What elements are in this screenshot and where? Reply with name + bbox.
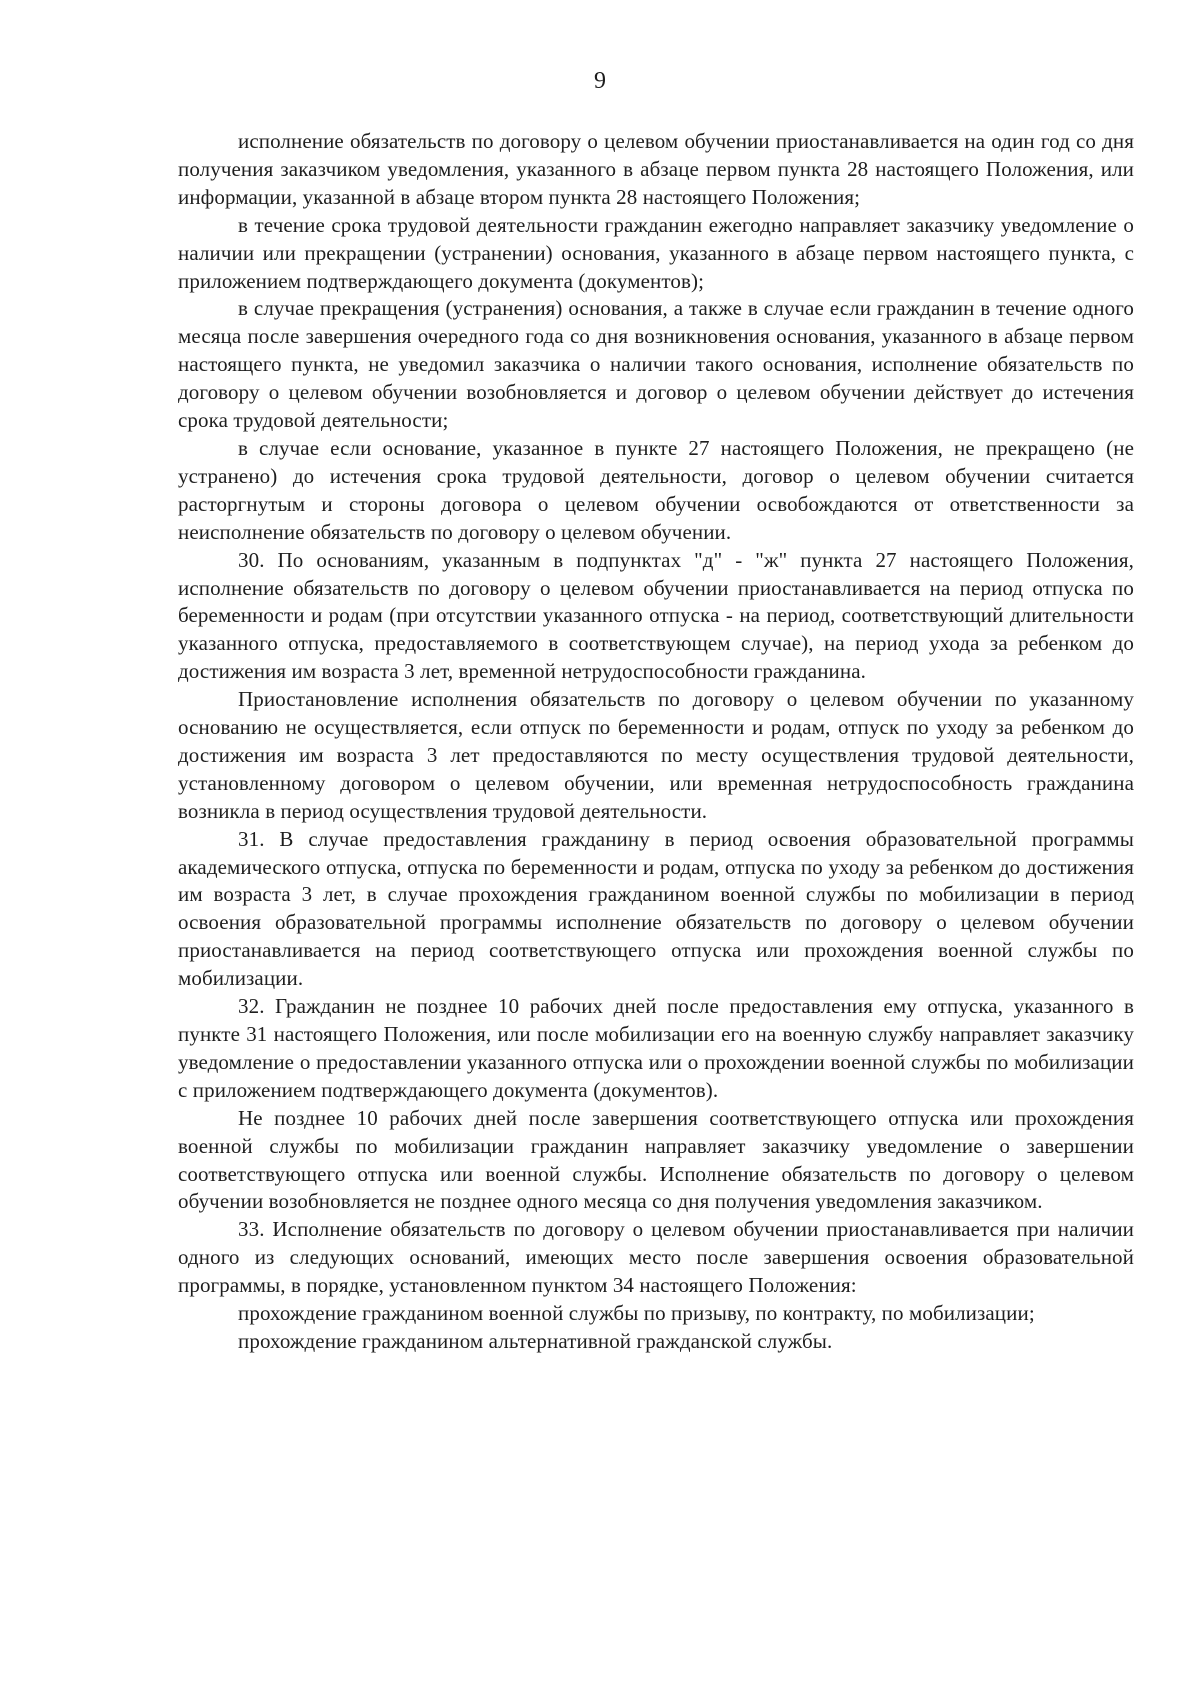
paragraph-contract-terminated: в случае если основание, указанное в пункте 27 настоящего Положения, не прекращено (не устранено) до истечения срока трудовой деятельности, договор о целевом обучении считается расторгнутым и стороны договора о целевом обучении освобождаются от ответственности за неисполнение обязательств по договору о целевом обучении. (178, 435, 1134, 544)
paragraph-clause-30: 30. По основаниям, указанным в подпунктах "д" - "ж" пункта 27 настоящего Положения, исполнение обязательств по договору о целевом обучении приостанавливается на период отпуска по беременности и родам (при отсутствии указанного отпуска - на период, соответствующий длительности указанного отпуска, предоставляемого в соответствующем случае), на период ухода за ребенком до достижения им возраста 3 лет, временной нетрудоспособности гражданина. (178, 547, 1134, 684)
paragraph-military-service: прохождение гражданином военной службы по призыву, по контракту, по мобилизации; (238, 1301, 1035, 1326)
paragraph-completion-notification: Не позднее 10 рабочих дней после завершения соответствующего отпуска или прохождения военной службы по мобилизации гражданин направляет заказчику уведомление о завершении соответствующего отпуска или военной службы. Исполнение обязательств по договору о целевом обучении возобновляется не позднее одного месяца со дня получения уведомления заказчиком. (178, 1105, 1134, 1214)
document-body (178, 128, 1134, 1356)
paragraph-alternative-service: прохождение гражданином альтернативной гражданской службы. (238, 1328, 833, 1353)
paragraph-clause-32: 32. Гражданин не позднее 10 рабочих дней после предоставления ему отпуска, указанного в пункте 31 настоящего Положения, или после мобилизации его на военную службу направляет заказчику уведомление о предоставлении указанного отпуска или о прохождении военной службы по мобилизации с приложением подтверждающего документа (документов). (178, 994, 1134, 1102)
paragraph-annual-notification: в течение срока трудовой деятельности гражданин ежегодно направляет заказчику уведомление о наличии или прекращении (устранении) основания, указанного в абзаце первом настоящего пункта, с приложением подтверждающего документа (документов); (178, 212, 1134, 293)
page-number: 9 (594, 68, 606, 94)
paragraph-clause-31: 31. В случае предоставления гражданину в период освоения образовательной программы академического отпуска, отпуска по беременности и родам, отпуска по уходу за ребенком до достижения им возраста 3 лет, в случае прохождения гражданином военной службы по мобилизации в период освоения образовательной программы исполнение обязательств по договору о целевом обучении приостанавливается на период соответствующего отпуска или прохождения военной службы по мобилизации. (178, 826, 1134, 991)
paragraph-suspension-not-applied: Приостановление исполнения обязательств по договору о целевом обучении по указанному основанию не осуществляется, если отпуск по беременности и родам, отпуск по уходу за ребенком до достижения им возраста 3 лет предоставляются по месту осуществления трудовой деятельности, установленному договором о целевом обучении, или временная нетрудоспособность гражданина возникла в период осуществления трудовой деятельности. (178, 687, 1134, 823)
paragraph-termination-of-grounds: в случае прекращения (устранения) основания, а также в случае если гражданин в течение одного месяца после завершения очередного года со дня возникновения основания, указанного в абзаце первом настоящего пункта, не уведомил заказчика о наличии такого основания, исполнение обязательств по договору о целевом обучении возобновляется и договор о целевом обучении действует до истечения срока трудовой деятельности; (178, 296, 1134, 433)
paragraph-clause-33: 33. Исполнение обязательств по договору о целевом обучении приостанавливается при наличии одного из следующих оснований, имеющих место после завершения освоения образовательной программы, в порядке, установленном пунктом 34 настоящего Положения: (178, 1217, 1134, 1298)
paragraph-suspension-one-year: исполнение обязательств по договору о целевом обучении приостанавливается на один год со дня получения заказчиком уведомления, указанного в абзаце первом пункта 28 настоящего Положения, или информации, указанной в абзаце втором пункта 28 настоящего Положения; (178, 129, 1134, 209)
